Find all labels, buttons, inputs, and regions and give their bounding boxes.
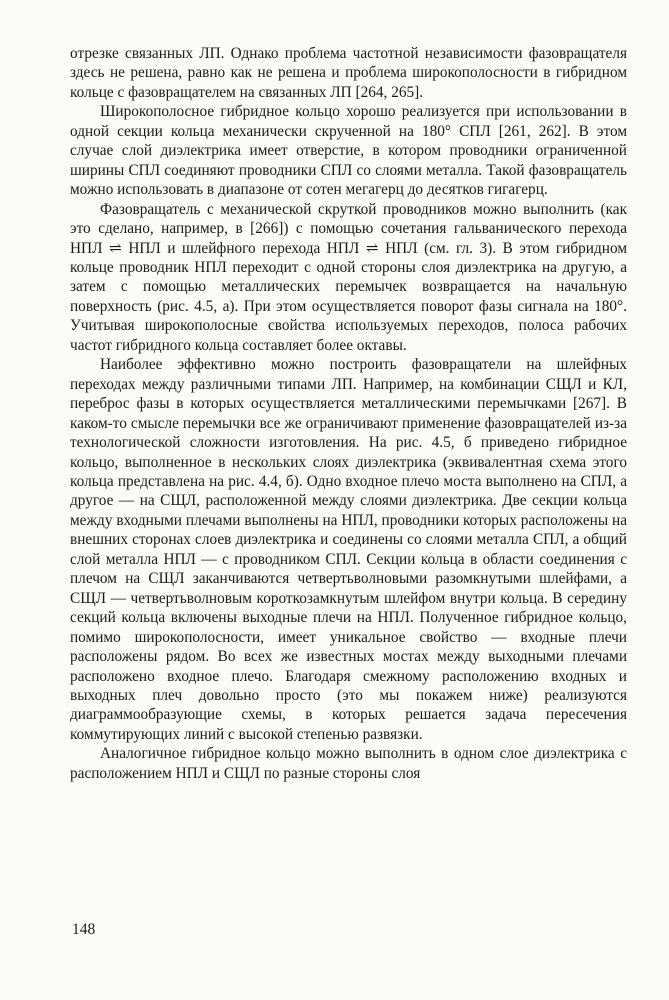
- paragraph-phase-shifter-twist: Фазовращатель с механической скруткой проводников можно выполнить (как это сделано, например, в [266]) с помощью сочетания гальванического перехода НПЛ ⇌ НПЛ и шлейфного перехода НПЛ ⇌ НПЛ (см. гл. 3). В этом гибридном кольце проводник НПЛ переходит с одной стороны слоя диэлектрика на другую, а затем с помощью металлических перемычек возвращается на начальную поверхность (рис. 4.5, а). При этом осуществляется поворот фазы сигнала на 180°. Учитывая широкополосные свойства используемых переходов, полоса рабочих частот гибридного кольца составляет более октавы.: [70, 200, 627, 354]
- paragraph-continued: отрезке связанных ЛП. Однако проблема частотной независимости фазовращателя здесь не решена, равно как не решена и проблема широкополосности в гибридном кольце с фазовращателем на связанных ЛП [264, 265].: [70, 45, 627, 101]
- paragraph-hybrid-ring-twisted: Широкополосное гибридное кольцо хорошо реализуется при использовании в одной секции кольца механически скрученной на 180° СПЛ [261, 262]. В этом случае слой диэлектрика имеет отверстие, в котором проводники ограниченной ширины СПЛ соединяют проводники СПЛ со слоями металла. Такой фазовращатель можно использовать в диапазоне от сотен мегагерц до десятков гигагерц.: [70, 103, 627, 199]
- body-text: [70, 44, 627, 783]
- paragraph-stub-transitions: Наиболее эффективно можно построить фазовращатели на шлейфных переходах между различными типами ЛП. Например, на комбинации СЩЛ и КЛ, переброс фазы в которых осуществляется металлическими перемычками [267]. В каком-то смысле перемычки все же ограничивают применение фазовращателей из-за технологической сложности изготовления. На рис. 4.5, б приведено гибридное кольцо, выполненное в нескольких слоях диэлектрика (эквивалентная схема этого кольца представлена на рис. 4.4, б). Одно входное плечо моста выполнено на СПЛ, а другое — на СЩЛ, расположенной между слоями диэлектрика. Две секции кольца между входными плечами выполнены на НПЛ, проводники которых расположены на внешних сторонах слоев диэлектрика и соединены со слоями металла СПЛ, а общий слой металла НПЛ — с проводником СПЛ. Секции кольца в области соединения с плечом на СЩЛ заканчиваются четвертьволновыми разомкнутыми шлейфами, а СЩЛ — четвертьволновым короткозамкнутым шлейфом внутри кольца. В середину секций кольца включены выходные плечи на НПЛ. Полученное гибридное кольцо, помимо широкополосности, имеет уникальное свойство — входные плечи расположены рядом. Во всех же известных мостах между выходными плечами расположено входное плечо. Благодаря смежному расположению входных и выходных плеч довольно просто (это мы покажем ниже) реализуются диаграммообразующие схемы, в которых решается задача пересечения коммутирующих линий с высокой степенью развязки.: [70, 356, 627, 743]
- paragraph-single-layer: Аналогичное гибридное кольцо можно выполнить в одном слое диэлектрика с расположением НПЛ и СЩЛ по разные стороны слоя: [70, 745, 627, 782]
- page-number: 148: [72, 921, 96, 938]
